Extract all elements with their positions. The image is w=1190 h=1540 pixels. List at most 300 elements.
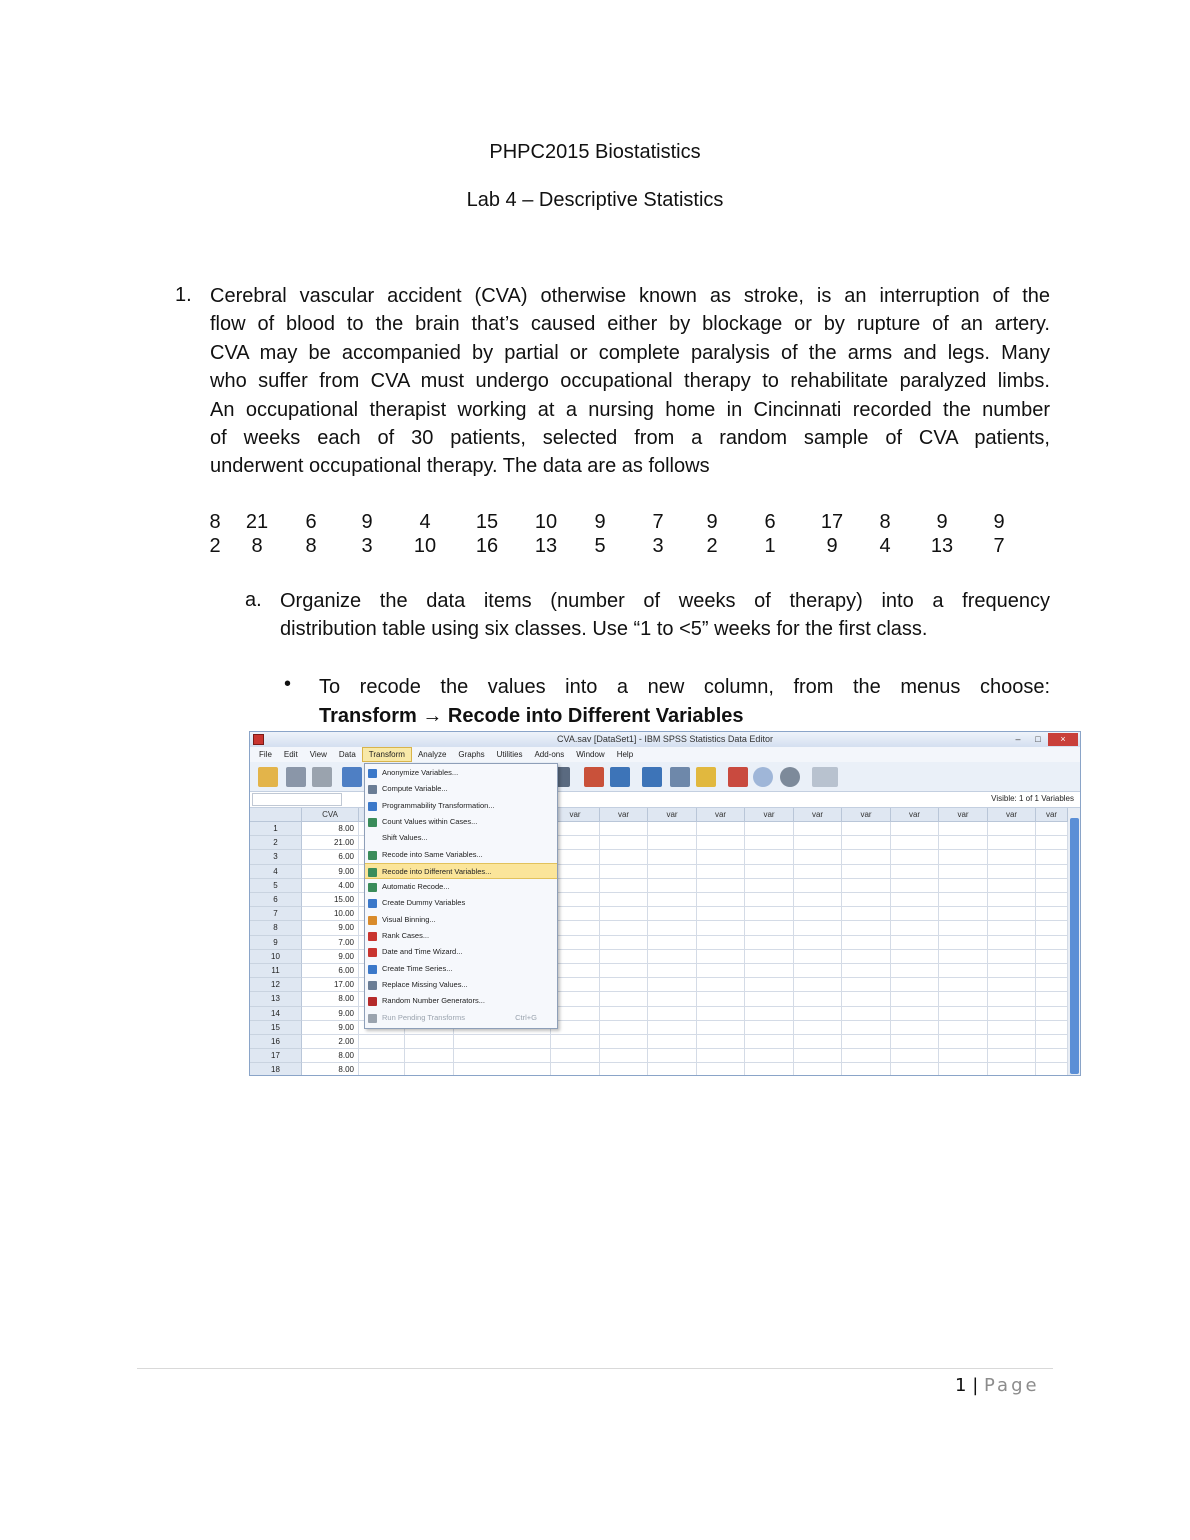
empty-cell[interactable]	[1036, 907, 1068, 921]
cva-cell[interactable]: 10.00	[302, 907, 359, 921]
row-number[interactable]: 8	[250, 921, 302, 935]
menu-graphs[interactable]: Graphs	[458, 750, 485, 759]
maximize-icon[interactable]: □	[1035, 734, 1041, 744]
empty-cell[interactable]	[745, 1035, 794, 1049]
empty-cell[interactable]	[939, 1063, 988, 1076]
empty-cell[interactable]	[794, 836, 842, 850]
row-number[interactable]: 6	[250, 893, 302, 907]
empty-cell[interactable]	[891, 822, 939, 836]
empty-cell[interactable]	[551, 1063, 600, 1076]
transform-menu-item[interactable]	[365, 798, 557, 814]
empty-cell[interactable]	[600, 992, 648, 1006]
empty-cell[interactable]	[939, 964, 988, 978]
empty-cell[interactable]	[454, 1063, 551, 1076]
cva-cell[interactable]: 9.00	[302, 921, 359, 935]
empty-cell[interactable]	[842, 879, 891, 893]
close-icon[interactable]: ×	[1048, 733, 1078, 746]
menu-analyze[interactable]: Analyze	[417, 750, 447, 759]
empty-cell[interactable]	[842, 850, 891, 864]
empty-cell[interactable]	[842, 836, 891, 850]
empty-cell[interactable]	[697, 822, 745, 836]
empty-cell[interactable]	[842, 1063, 891, 1076]
empty-cell[interactable]	[842, 921, 891, 935]
empty-cell[interactable]	[794, 1007, 842, 1021]
menu-edit[interactable]: Edit	[283, 750, 298, 759]
empty-cell[interactable]	[745, 879, 794, 893]
column-header-cva[interactable]: CVA	[302, 808, 359, 822]
row-number[interactable]: 11	[250, 964, 302, 978]
empty-cell[interactable]	[454, 1049, 551, 1063]
empty-cell[interactable]	[745, 921, 794, 935]
row-number[interactable]: 4	[250, 865, 302, 879]
empty-cell[interactable]	[1036, 865, 1068, 879]
empty-cell[interactable]	[988, 936, 1036, 950]
grid-corner[interactable]	[250, 808, 302, 822]
vertical-scrollbar[interactable]	[1068, 808, 1081, 1076]
empty-cell[interactable]	[600, 879, 648, 893]
empty-cell[interactable]	[794, 907, 842, 921]
empty-cell[interactable]	[359, 1035, 405, 1049]
empty-cell[interactable]	[600, 1049, 648, 1063]
empty-cell[interactable]	[891, 921, 939, 935]
empty-cell[interactable]	[697, 1049, 745, 1063]
empty-cell[interactable]	[648, 836, 697, 850]
row-number[interactable]: 9	[250, 936, 302, 950]
cva-cell[interactable]: 8.00	[302, 1063, 359, 1076]
transform-menu-item[interactable]	[365, 814, 557, 830]
empty-cell[interactable]	[939, 978, 988, 992]
cva-cell[interactable]: 7.00	[302, 936, 359, 950]
empty-cell[interactable]	[551, 865, 600, 879]
empty-cell[interactable]	[842, 978, 891, 992]
empty-cell[interactable]	[939, 950, 988, 964]
empty-cell[interactable]	[939, 1035, 988, 1049]
empty-cell[interactable]	[1036, 822, 1068, 836]
menu-data[interactable]: Data	[338, 750, 356, 759]
empty-cell[interactable]	[745, 836, 794, 850]
empty-cell[interactable]	[988, 1021, 1036, 1035]
empty-cell[interactable]	[939, 822, 988, 836]
empty-cell[interactable]	[648, 1021, 697, 1035]
empty-cell[interactable]	[988, 865, 1036, 879]
empty-cell[interactable]	[794, 964, 842, 978]
column-header-var[interactable]: var	[1036, 808, 1068, 822]
empty-cell[interactable]	[842, 1035, 891, 1049]
cva-cell[interactable]: 9.00	[302, 1007, 359, 1021]
empty-cell[interactable]	[551, 893, 600, 907]
empty-cell[interactable]	[551, 879, 600, 893]
cell-reference-field[interactable]	[252, 793, 342, 806]
scrollbar-thumb[interactable]	[1070, 818, 1079, 1074]
empty-cell[interactable]	[745, 1007, 794, 1021]
empty-cell[interactable]	[551, 836, 600, 850]
empty-cell[interactable]	[600, 907, 648, 921]
empty-cell[interactable]	[697, 836, 745, 850]
empty-cell[interactable]	[1036, 1063, 1068, 1076]
empty-cell[interactable]	[648, 822, 697, 836]
empty-cell[interactable]	[794, 950, 842, 964]
row-number[interactable]: 10	[250, 950, 302, 964]
transform-menu-item[interactable]	[365, 961, 557, 977]
empty-cell[interactable]	[939, 850, 988, 864]
empty-cell[interactable]	[648, 936, 697, 950]
empty-cell[interactable]	[891, 1049, 939, 1063]
menu-window[interactable]: Window	[576, 750, 605, 759]
empty-cell[interactable]	[794, 978, 842, 992]
cva-cell[interactable]: 17.00	[302, 978, 359, 992]
empty-cell[interactable]	[551, 978, 600, 992]
empty-cell[interactable]	[697, 1035, 745, 1049]
empty-cell[interactable]	[697, 879, 745, 893]
empty-cell[interactable]	[794, 879, 842, 893]
empty-cell[interactable]	[745, 850, 794, 864]
empty-cell[interactable]	[359, 1049, 405, 1063]
empty-cell[interactable]	[745, 936, 794, 950]
row-number[interactable]: 2	[250, 836, 302, 850]
empty-cell[interactable]	[988, 950, 1036, 964]
empty-cell[interactable]	[745, 1063, 794, 1076]
empty-cell[interactable]	[891, 836, 939, 850]
empty-cell[interactable]	[648, 893, 697, 907]
empty-cell[interactable]	[745, 893, 794, 907]
empty-cell[interactable]	[891, 907, 939, 921]
row-number[interactable]: 14	[250, 1007, 302, 1021]
empty-cell[interactable]	[648, 865, 697, 879]
save-icon[interactable]	[286, 767, 306, 787]
row-number[interactable]: 18	[250, 1063, 302, 1076]
empty-cell[interactable]	[745, 978, 794, 992]
empty-cell[interactable]	[988, 1063, 1036, 1076]
row-number[interactable]: 1	[250, 822, 302, 836]
cva-cell[interactable]: 9.00	[302, 865, 359, 879]
menu-help[interactable]: Help	[616, 750, 634, 759]
split-file-icon[interactable]	[642, 767, 662, 787]
empty-cell[interactable]	[600, 1007, 648, 1021]
cva-cell[interactable]: 8.00	[302, 1049, 359, 1063]
empty-cell[interactable]	[745, 964, 794, 978]
menu-addons[interactable]: Add-ons	[534, 750, 565, 759]
transform-menu-item[interactable]	[365, 944, 557, 960]
empty-cell[interactable]	[988, 1007, 1036, 1021]
cva-cell[interactable]: 6.00	[302, 850, 359, 864]
empty-cell[interactable]	[600, 978, 648, 992]
empty-cell[interactable]	[1036, 992, 1068, 1006]
transform-menu-item[interactable]	[365, 847, 557, 863]
empty-cell[interactable]	[988, 822, 1036, 836]
empty-cell[interactable]	[1036, 921, 1068, 935]
empty-cell[interactable]	[988, 893, 1036, 907]
transform-menu-item[interactable]	[365, 863, 557, 879]
empty-cell[interactable]	[988, 907, 1036, 921]
row-number[interactable]: 3	[250, 850, 302, 864]
cva-cell[interactable]: 6.00	[302, 964, 359, 978]
empty-cell[interactable]	[359, 1063, 405, 1076]
empty-cell[interactable]	[891, 1021, 939, 1035]
empty-cell[interactable]	[1036, 879, 1068, 893]
empty-cell[interactable]	[794, 992, 842, 1006]
empty-cell[interactable]	[939, 865, 988, 879]
empty-cell[interactable]	[648, 879, 697, 893]
empty-cell[interactable]	[648, 921, 697, 935]
row-number[interactable]: 7	[250, 907, 302, 921]
print-icon[interactable]	[312, 767, 332, 787]
empty-cell[interactable]	[939, 936, 988, 950]
empty-cell[interactable]	[405, 1063, 454, 1076]
insert-cases-icon[interactable]	[584, 767, 604, 787]
empty-cell[interactable]	[891, 865, 939, 879]
empty-cell[interactable]	[697, 1063, 745, 1076]
weight-cases-icon[interactable]	[670, 767, 690, 787]
empty-cell[interactable]	[648, 964, 697, 978]
empty-cell[interactable]	[1036, 1007, 1068, 1021]
empty-cell[interactable]	[988, 879, 1036, 893]
transform-menu-item[interactable]	[365, 895, 557, 911]
cva-cell[interactable]: 9.00	[302, 1021, 359, 1035]
row-number[interactable]: 16	[250, 1035, 302, 1049]
empty-cell[interactable]	[697, 1021, 745, 1035]
empty-cell[interactable]	[697, 936, 745, 950]
empty-cell[interactable]	[939, 893, 988, 907]
empty-cell[interactable]	[842, 1021, 891, 1035]
menu-transform[interactable]: Transform	[362, 747, 412, 762]
empty-cell[interactable]	[600, 964, 648, 978]
empty-cell[interactable]	[600, 865, 648, 879]
empty-cell[interactable]	[842, 950, 891, 964]
empty-cell[interactable]	[551, 992, 600, 1006]
empty-cell[interactable]	[939, 836, 988, 850]
empty-cell[interactable]	[842, 992, 891, 1006]
empty-cell[interactable]	[551, 822, 600, 836]
empty-cell[interactable]	[842, 936, 891, 950]
row-number[interactable]: 15	[250, 1021, 302, 1035]
empty-cell[interactable]	[891, 1063, 939, 1076]
row-number[interactable]: 17	[250, 1049, 302, 1063]
select-cases-icon[interactable]	[696, 767, 716, 787]
row-number[interactable]: 12	[250, 978, 302, 992]
empty-cell[interactable]	[697, 850, 745, 864]
empty-cell[interactable]	[648, 1007, 697, 1021]
transform-menu-item[interactable]	[365, 830, 557, 846]
empty-cell[interactable]	[600, 850, 648, 864]
empty-cell[interactable]	[939, 1049, 988, 1063]
empty-cell[interactable]	[697, 992, 745, 1006]
value-labels-icon[interactable]	[728, 767, 748, 787]
menu-file[interactable]: File	[259, 750, 272, 759]
cva-cell[interactable]: 9.00	[302, 950, 359, 964]
empty-cell[interactable]	[1036, 850, 1068, 864]
empty-cell[interactable]	[405, 1049, 454, 1063]
empty-cell[interactable]	[794, 850, 842, 864]
empty-cell[interactable]	[600, 1035, 648, 1049]
empty-cell[interactable]	[600, 1021, 648, 1035]
open-icon[interactable]	[258, 767, 278, 787]
empty-cell[interactable]	[794, 1063, 842, 1076]
empty-cell[interactable]	[697, 1007, 745, 1021]
empty-cell[interactable]	[551, 950, 600, 964]
transform-menu-item[interactable]	[365, 977, 557, 993]
empty-cell[interactable]	[551, 907, 600, 921]
empty-cell[interactable]	[745, 992, 794, 1006]
empty-cell[interactable]	[842, 865, 891, 879]
empty-cell[interactable]	[794, 936, 842, 950]
empty-cell[interactable]	[939, 921, 988, 935]
empty-cell[interactable]	[842, 907, 891, 921]
empty-cell[interactable]	[939, 992, 988, 1006]
empty-cell[interactable]	[939, 907, 988, 921]
column-header-var[interactable]: var	[939, 808, 988, 822]
column-header-var[interactable]: var	[551, 808, 600, 822]
column-header-var[interactable]: var	[842, 808, 891, 822]
empty-cell[interactable]	[891, 992, 939, 1006]
insert-variable-icon[interactable]	[610, 767, 630, 787]
empty-cell[interactable]	[648, 850, 697, 864]
cva-cell[interactable]: 4.00	[302, 879, 359, 893]
empty-cell[interactable]	[697, 950, 745, 964]
empty-cell[interactable]	[794, 893, 842, 907]
empty-cell[interactable]	[648, 1063, 697, 1076]
empty-cell[interactable]	[551, 921, 600, 935]
empty-cell[interactable]	[891, 978, 939, 992]
column-header-var[interactable]: var	[600, 808, 648, 822]
empty-cell[interactable]	[551, 964, 600, 978]
use-sets-icon[interactable]	[753, 767, 773, 787]
column-header-var[interactable]: var	[745, 808, 794, 822]
empty-cell[interactable]	[842, 893, 891, 907]
empty-cell[interactable]	[648, 1035, 697, 1049]
empty-cell[interactable]	[697, 865, 745, 879]
empty-cell[interactable]	[551, 1049, 600, 1063]
empty-cell[interactable]	[842, 822, 891, 836]
empty-cell[interactable]	[794, 865, 842, 879]
empty-cell[interactable]	[988, 964, 1036, 978]
transform-menu-item[interactable]	[365, 928, 557, 944]
menu-utilities[interactable]: Utilities	[496, 750, 523, 759]
empty-cell[interactable]	[891, 850, 939, 864]
empty-cell[interactable]	[648, 992, 697, 1006]
empty-cell[interactable]	[939, 1007, 988, 1021]
empty-cell[interactable]	[697, 921, 745, 935]
empty-cell[interactable]	[600, 1063, 648, 1076]
empty-cell[interactable]	[988, 992, 1036, 1006]
cva-cell[interactable]: 15.00	[302, 893, 359, 907]
transform-menu-item[interactable]	[365, 1010, 557, 1026]
empty-cell[interactable]	[1036, 836, 1068, 850]
empty-cell[interactable]	[891, 893, 939, 907]
empty-cell[interactable]	[988, 978, 1036, 992]
row-number[interactable]: 13	[250, 992, 302, 1006]
empty-cell[interactable]	[745, 822, 794, 836]
minimize-icon[interactable]: –	[1015, 734, 1021, 744]
empty-cell[interactable]	[551, 850, 600, 864]
empty-cell[interactable]	[794, 1021, 842, 1035]
empty-cell[interactable]	[697, 907, 745, 921]
empty-cell[interactable]	[988, 836, 1036, 850]
empty-cell[interactable]	[891, 879, 939, 893]
cva-cell[interactable]: 2.00	[302, 1035, 359, 1049]
empty-cell[interactable]	[745, 1021, 794, 1035]
empty-cell[interactable]	[745, 950, 794, 964]
empty-cell[interactable]	[794, 822, 842, 836]
empty-cell[interactable]	[939, 879, 988, 893]
empty-cell[interactable]	[405, 1035, 454, 1049]
cva-cell[interactable]: 8.00	[302, 822, 359, 836]
column-header-var[interactable]: var	[794, 808, 842, 822]
empty-cell[interactable]	[648, 950, 697, 964]
empty-cell[interactable]	[600, 893, 648, 907]
empty-cell[interactable]	[794, 1049, 842, 1063]
empty-cell[interactable]	[1036, 893, 1068, 907]
empty-cell[interactable]	[551, 1007, 600, 1021]
empty-cell[interactable]	[988, 921, 1036, 935]
empty-cell[interactable]	[600, 950, 648, 964]
empty-cell[interactable]	[648, 907, 697, 921]
empty-cell[interactable]	[551, 936, 600, 950]
column-header-var[interactable]: var	[988, 808, 1036, 822]
transform-menu-item[interactable]	[365, 781, 557, 797]
empty-cell[interactable]	[745, 1049, 794, 1063]
empty-cell[interactable]	[551, 1035, 600, 1049]
transform-menu-item[interactable]	[365, 912, 557, 928]
empty-cell[interactable]	[600, 822, 648, 836]
empty-cell[interactable]	[891, 950, 939, 964]
empty-cell[interactable]	[891, 936, 939, 950]
cva-cell[interactable]: 21.00	[302, 836, 359, 850]
empty-cell[interactable]	[794, 1035, 842, 1049]
empty-cell[interactable]	[794, 921, 842, 935]
empty-cell[interactable]	[1036, 1035, 1068, 1049]
cva-cell[interactable]: 8.00	[302, 992, 359, 1006]
column-header-var[interactable]: var	[697, 808, 745, 822]
empty-cell[interactable]	[697, 978, 745, 992]
empty-cell[interactable]	[745, 907, 794, 921]
spelling-icon[interactable]	[812, 767, 838, 787]
empty-cell[interactable]	[842, 1049, 891, 1063]
column-header-var[interactable]: var	[891, 808, 939, 822]
transform-menu-item[interactable]	[365, 879, 557, 895]
empty-cell[interactable]	[842, 1007, 891, 1021]
transform-menu-item[interactable]	[365, 765, 557, 781]
empty-cell[interactable]	[648, 1049, 697, 1063]
empty-cell[interactable]	[891, 1007, 939, 1021]
transform-menu-item[interactable]	[365, 993, 557, 1009]
empty-cell[interactable]	[1036, 936, 1068, 950]
empty-cell[interactable]	[891, 1035, 939, 1049]
show-sets-icon[interactable]	[780, 767, 800, 787]
empty-cell[interactable]	[1036, 950, 1068, 964]
empty-cell[interactable]	[1036, 1049, 1068, 1063]
empty-cell[interactable]	[454, 1035, 551, 1049]
empty-cell[interactable]	[842, 964, 891, 978]
empty-cell[interactable]	[1036, 978, 1068, 992]
empty-cell[interactable]	[939, 1021, 988, 1035]
find-icon[interactable]	[556, 767, 570, 787]
empty-cell[interactable]	[1036, 964, 1068, 978]
empty-cell[interactable]	[697, 964, 745, 978]
empty-cell[interactable]	[1036, 1021, 1068, 1035]
empty-cell[interactable]	[891, 964, 939, 978]
empty-cell[interactable]	[648, 978, 697, 992]
column-header-var[interactable]: var	[648, 808, 697, 822]
empty-cell[interactable]	[988, 1049, 1036, 1063]
empty-cell[interactable]	[600, 936, 648, 950]
row-number[interactable]: 5	[250, 879, 302, 893]
empty-cell[interactable]	[600, 921, 648, 935]
menu-view[interactable]: View	[309, 750, 327, 759]
empty-cell[interactable]	[600, 836, 648, 850]
empty-cell[interactable]	[697, 893, 745, 907]
dialog-recall-icon[interactable]	[342, 767, 362, 787]
empty-cell[interactable]	[551, 1021, 600, 1035]
